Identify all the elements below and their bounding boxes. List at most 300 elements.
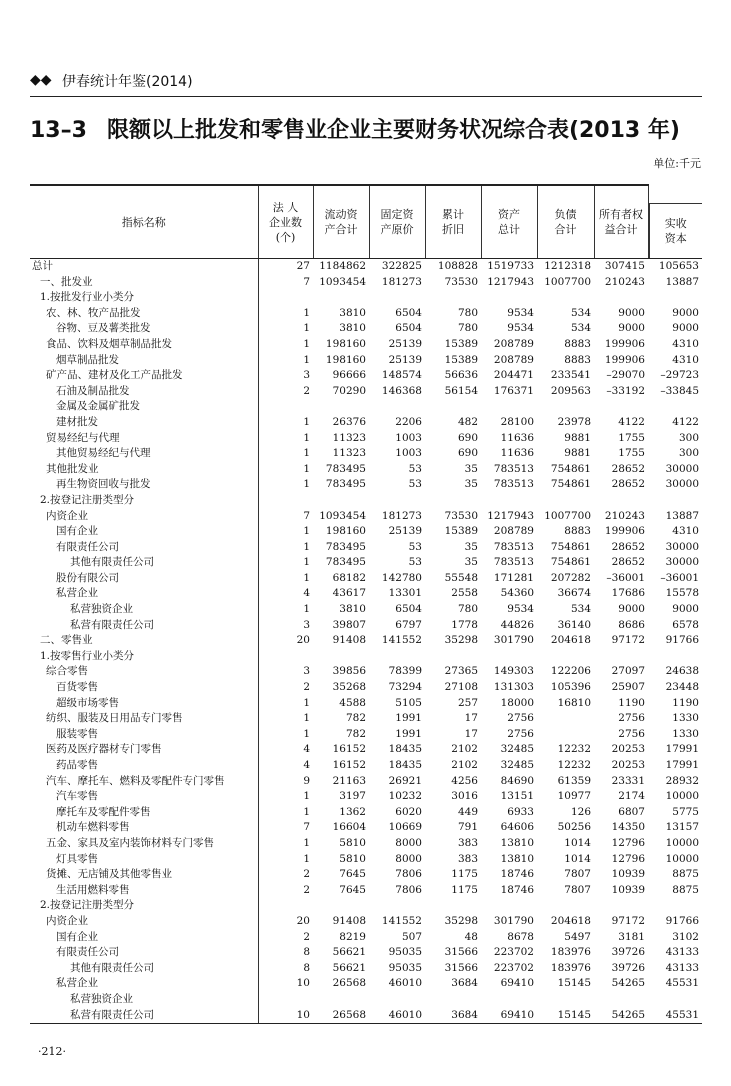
cell-value <box>594 898 648 914</box>
cell-value: 2206 <box>395 415 422 428</box>
row-label: 石油及制品批发 <box>30 384 258 400</box>
cell-value <box>481 399 537 415</box>
table-row <box>30 898 702 914</box>
cell-value: 8 <box>303 961 310 974</box>
cell-value <box>313 493 369 509</box>
cell-value: 12232 <box>557 743 591 756</box>
row-label: 私营独资企业 <box>30 992 258 1008</box>
cell-value: 10 <box>296 977 310 990</box>
column-header-label: 累计 折旧 <box>442 208 464 236</box>
cell-value: 1330 <box>672 712 699 725</box>
cell-value: 4588 <box>339 696 366 709</box>
cell-value: 30000 <box>665 462 699 475</box>
cell-value: 6933 <box>507 805 534 818</box>
cell-value: 43133 <box>665 946 699 959</box>
cell-value: 6504 <box>395 306 422 319</box>
table-row <box>30 727 702 743</box>
cell-value: 23978 <box>557 415 591 428</box>
cell-value: 108828 <box>437 260 478 272</box>
cell-value <box>313 649 369 665</box>
table-title <box>30 113 710 144</box>
cell-value: 23331 <box>611 774 645 787</box>
row-label: 五金、家具及室内装饰材料专门零售 <box>30 836 258 852</box>
cell-value: 3810 <box>339 322 366 335</box>
table-row <box>30 446 702 462</box>
cell-value: 507 <box>401 930 422 943</box>
cell-value: 39726 <box>611 961 645 974</box>
cell-value: 257 <box>457 696 478 709</box>
unit-label: 单位:千元 <box>653 157 701 170</box>
cell-value: 10000 <box>665 852 699 865</box>
cell-value <box>258 992 313 1008</box>
cell-value: 3810 <box>339 603 366 616</box>
cell-value: 1 <box>303 852 310 865</box>
cell-value: 4310 <box>672 525 699 538</box>
cell-value <box>369 290 425 306</box>
cell-value: 3016 <box>451 790 478 803</box>
cell-value: 1190 <box>672 696 699 709</box>
cell-value: –36001 <box>660 571 699 584</box>
cell-value: 23448 <box>665 681 699 694</box>
cell-value: 45531 <box>648 1008 702 1024</box>
table-row <box>30 711 702 727</box>
table-row <box>30 306 702 322</box>
row-label: 内资企业 <box>30 914 258 930</box>
cell-value: 3684 <box>425 1008 481 1024</box>
cell-value <box>537 898 594 914</box>
cell-value: 39856 <box>332 665 366 678</box>
table-row <box>30 509 702 525</box>
row-label: 建材批发 <box>30 415 258 431</box>
table-row <box>30 493 702 509</box>
cell-value: 8883 <box>564 353 591 366</box>
row-label: 食品、饮料及烟草制品批发 <box>30 337 258 353</box>
cell-value: 783513 <box>493 478 534 491</box>
cell-value: 35 <box>464 540 478 553</box>
cell-value <box>594 649 648 665</box>
cell-value: –36001 <box>606 571 645 584</box>
cell-value: 35 <box>464 556 478 569</box>
running-header <box>30 70 702 97</box>
cell-value: 46010 <box>369 1008 425 1024</box>
cell-value <box>537 727 594 743</box>
row-label: 农、林、牧产品批发 <box>30 306 258 322</box>
column-header <box>648 185 702 259</box>
cell-value: 28652 <box>611 540 645 553</box>
cell-value: 12796 <box>611 852 645 865</box>
cell-value: 17991 <box>665 759 699 771</box>
cell-value: 46010 <box>388 977 422 990</box>
cell-value: 7806 <box>395 868 422 881</box>
cell-value: 1190 <box>618 696 645 709</box>
cell-value: 36140 <box>557 618 591 631</box>
cell-value: 50256 <box>557 821 591 834</box>
cell-value: 181273 <box>381 275 422 288</box>
cell-value: 383 <box>457 836 478 849</box>
cell-value: 10977 <box>557 790 591 803</box>
cell-value <box>537 290 594 306</box>
cell-value: 449 <box>457 805 478 818</box>
cell-value: 18000 <box>500 696 534 709</box>
cell-value: 198160 <box>325 353 366 366</box>
cell-value <box>648 992 702 1008</box>
cell-value: 307415 <box>604 260 645 272</box>
column-header-label: 固定资 产原价 <box>380 208 414 236</box>
cell-value: 10232 <box>388 790 422 803</box>
cell-value: 73530 <box>444 509 478 522</box>
cell-value: 14350 <box>611 821 645 834</box>
cell-value: 7806 <box>395 883 422 896</box>
cell-value <box>648 898 702 914</box>
cell-value <box>594 992 648 1008</box>
cell-value: 783495 <box>325 462 366 475</box>
cell-value: 1175 <box>451 868 478 881</box>
table-row <box>30 399 702 415</box>
cell-value: 20 <box>296 914 310 927</box>
table-row <box>30 384 702 400</box>
table-row <box>30 976 702 992</box>
cell-value: 36674 <box>557 587 591 600</box>
cell-value: 44826 <box>500 618 534 631</box>
cell-value: 534 <box>570 306 591 319</box>
table-row <box>30 431 702 447</box>
row-label: 贸易经纪与代理 <box>30 431 258 447</box>
cell-value: 48 <box>464 930 478 943</box>
cell-value: 8686 <box>618 618 645 631</box>
cell-value: 1184862 <box>319 260 366 272</box>
cell-value: 780 <box>457 306 478 319</box>
table-row <box>30 353 702 369</box>
cell-value: 2756 <box>618 712 645 725</box>
table-row <box>30 290 702 306</box>
cell-value: 1175 <box>451 883 478 896</box>
cell-value: 1 <box>303 447 310 460</box>
row-label: 一、批发业 <box>30 275 258 291</box>
cell-value: 35298 <box>444 634 478 647</box>
cell-value: 28652 <box>611 478 645 491</box>
cell-value: 2102 <box>451 759 478 771</box>
cell-value: 30000 <box>665 556 699 569</box>
cell-value: 17 <box>464 727 478 740</box>
cell-value: 4310 <box>672 337 699 350</box>
cell-value: 783495 <box>325 478 366 491</box>
cell-value: 7807 <box>564 868 591 881</box>
book-title: 伊春统计年鉴(2014) <box>62 74 193 90</box>
row-label: 汽车零售 <box>30 789 258 805</box>
cell-value: 43617 <box>332 587 366 600</box>
cell-value: 20253 <box>611 743 645 756</box>
cell-value: 1362 <box>339 805 366 818</box>
cell-value: 56621 <box>332 946 366 959</box>
cell-value: 64606 <box>500 821 534 834</box>
cell-value: 35298 <box>444 914 478 927</box>
cell-value: 1093454 <box>319 275 366 288</box>
cell-value: 126 <box>570 805 591 818</box>
row-label: 货摊、无店铺及其他零售业 <box>30 867 258 883</box>
cell-value: 208789 <box>493 353 534 366</box>
cell-value: 26921 <box>388 774 422 787</box>
cell-value: 4 <box>303 759 310 771</box>
cell-value: 1 <box>303 805 310 818</box>
cell-value: 27365 <box>444 665 478 678</box>
cell-value: 5810 <box>339 852 366 865</box>
cell-value: 3684 <box>451 977 478 990</box>
column-header-label: 所有者权 益合计 <box>599 208 643 236</box>
cell-value <box>537 711 594 727</box>
cell-value <box>258 290 313 306</box>
row-label: 1.按批发行业小类分 <box>30 290 258 306</box>
table-row <box>30 477 702 493</box>
cell-value: 9534 <box>507 306 534 319</box>
row-label: 服装零售 <box>30 727 258 743</box>
column-header-label: 负债 合计 <box>554 208 577 236</box>
cell-value: –29723 <box>660 369 699 382</box>
cell-value: 31566 <box>444 946 478 959</box>
cell-value: 56636 <box>444 369 478 382</box>
row-label: 生活用燃料零售 <box>30 883 258 899</box>
cell-value: 84690 <box>500 774 534 787</box>
cell-value: 1330 <box>672 727 699 740</box>
cell-value: 204471 <box>493 369 534 382</box>
cell-value: 1778 <box>451 618 478 631</box>
cell-value <box>313 290 369 306</box>
table-row <box>30 540 702 556</box>
cell-value: 16604 <box>332 821 366 834</box>
cell-value: 6578 <box>672 618 699 631</box>
table-title-text: 限额以上批发和零售业企业主要财务状况综合表(2013 年) <box>106 118 680 143</box>
cell-value: 482 <box>457 415 478 428</box>
cell-value: 9000 <box>672 306 699 319</box>
cell-value: 1 <box>303 478 310 491</box>
cell-value: 204618 <box>550 634 591 647</box>
cell-value: 73294 <box>388 681 422 694</box>
table-row <box>30 789 702 805</box>
cell-value: 300 <box>678 447 699 460</box>
cell-value: 27 <box>296 260 310 272</box>
row-label: 总计 <box>30 259 258 275</box>
cell-value: 7 <box>303 509 310 522</box>
cell-value <box>481 649 537 665</box>
cell-value: 1 <box>303 571 310 584</box>
cell-value: 204618 <box>550 914 591 927</box>
cell-value: 39726 <box>611 946 645 959</box>
cell-value: 9534 <box>507 603 534 616</box>
row-label: 股份有限公司 <box>30 571 258 587</box>
cell-value: 54265 <box>594 1008 648 1024</box>
cell-value: 27108 <box>444 681 478 694</box>
column-header <box>313 185 369 259</box>
cell-value: 96666 <box>332 369 366 382</box>
cell-value: 181273 <box>381 509 422 522</box>
cell-value: 690 <box>457 431 478 444</box>
table-row <box>30 586 702 602</box>
cell-value <box>313 898 369 914</box>
cell-value: 6504 <box>395 322 422 335</box>
cell-value: 5775 <box>672 805 699 818</box>
cell-value: 9 <box>303 774 310 787</box>
cell-value: 11636 <box>500 431 534 444</box>
cell-value: 2174 <box>618 790 645 803</box>
cell-value: 1212318 <box>544 260 591 272</box>
cell-value: 2558 <box>451 587 478 600</box>
cell-value <box>258 399 313 415</box>
cell-value: 26568 <box>332 977 366 990</box>
cell-value: 146368 <box>381 384 422 397</box>
cell-value: 91766 <box>665 914 699 927</box>
cell-value: 690 <box>457 447 478 460</box>
cell-value <box>369 399 425 415</box>
cell-value: 15578 <box>665 587 699 600</box>
cell-value: 1 <box>303 353 310 366</box>
cell-value: 783513 <box>493 556 534 569</box>
row-label: 其他有限责任公司 <box>30 961 258 977</box>
table-row <box>30 618 702 634</box>
cell-value: 3197 <box>339 790 366 803</box>
table-row <box>30 649 702 665</box>
cell-value: 1 <box>303 790 310 803</box>
cell-value: 1 <box>303 696 310 709</box>
cell-value: 10000 <box>665 790 699 803</box>
cell-value <box>425 290 481 306</box>
cell-value: 1 <box>303 836 310 849</box>
cell-value: 1 <box>303 727 310 740</box>
cell-value: 3181 <box>618 930 645 943</box>
cell-value: 35 <box>464 462 478 475</box>
cell-value: 1519733 <box>487 260 534 272</box>
cell-value: 97172 <box>611 914 645 927</box>
cell-value: 4310 <box>672 353 699 366</box>
row-label: 私营企业 <box>30 586 258 602</box>
cell-value: 754861 <box>550 478 591 491</box>
cell-value: 209563 <box>550 384 591 397</box>
cell-value <box>594 399 648 415</box>
cell-value <box>258 493 313 509</box>
cell-value: 13157 <box>665 821 699 834</box>
cell-value: 21163 <box>332 774 366 787</box>
cell-value: 301790 <box>493 914 534 927</box>
cell-value: 91408 <box>332 914 366 927</box>
cell-value: 1217943 <box>487 509 534 522</box>
cell-value: 95035 <box>388 961 422 974</box>
cell-value <box>537 399 594 415</box>
cell-value: 9000 <box>618 322 645 335</box>
cell-value: 131303 <box>493 681 534 694</box>
cell-value: 2 <box>303 681 310 694</box>
row-label: 内资企业 <box>30 509 258 525</box>
cell-value: 54265 <box>611 977 645 990</box>
cell-value: 4 <box>303 743 310 756</box>
row-label: 谷物、豆及薯类批发 <box>30 321 258 337</box>
cell-value: 15389 <box>444 353 478 366</box>
cell-value: 783495 <box>325 540 366 553</box>
cell-value: 3 <box>303 665 310 678</box>
table-row <box>30 571 702 587</box>
cell-value <box>313 399 369 415</box>
cell-value: 53 <box>408 556 422 569</box>
cell-value: 141552 <box>381 914 422 927</box>
cell-value: 754861 <box>550 540 591 553</box>
cell-value: 4122 <box>672 415 699 428</box>
cell-value: 8883 <box>564 337 591 350</box>
cell-value: 8875 <box>672 868 699 881</box>
cell-value: 10939 <box>611 883 645 896</box>
cell-value: 1991 <box>395 712 422 725</box>
cell-value: 8000 <box>395 852 422 865</box>
cell-value: 11323 <box>332 447 366 460</box>
cell-value: 534 <box>570 322 591 335</box>
table-row <box>30 524 702 540</box>
row-label: 灯具零售 <box>30 852 258 868</box>
table-row <box>30 680 702 696</box>
cell-value: 25139 <box>388 525 422 538</box>
cell-value: 171281 <box>493 571 534 584</box>
table-row <box>30 664 702 680</box>
table-row <box>30 337 702 353</box>
cell-value: 1003 <box>395 447 422 460</box>
cell-value <box>537 493 594 509</box>
cell-value: 11636 <box>500 447 534 460</box>
cell-value: 223702 <box>493 961 534 974</box>
cell-value: 25907 <box>611 681 645 694</box>
row-label: 私营企业 <box>30 976 258 992</box>
cell-value: 223702 <box>493 946 534 959</box>
cell-value: 780 <box>457 603 478 616</box>
cell-value: 783495 <box>325 556 366 569</box>
cell-value: 2 <box>303 930 310 943</box>
column-header-label: 法 人 企业数 (个) <box>269 200 302 244</box>
cell-value: 95035 <box>388 946 422 959</box>
cell-value <box>425 992 481 1008</box>
cell-value: 9000 <box>672 603 699 616</box>
cell-value: 16810 <box>557 696 591 709</box>
column-header-label: 流动资 产合计 <box>324 208 358 236</box>
cell-value: 9881 <box>564 447 591 460</box>
cell-value <box>313 992 369 1008</box>
table-row <box>30 820 702 836</box>
column-header-label: 资产 总计 <box>498 208 520 236</box>
cell-value: 2102 <box>451 743 478 756</box>
cell-value: 15389 <box>444 525 478 538</box>
cell-value: 9534 <box>507 322 534 335</box>
financial-table <box>30 184 702 1024</box>
table-row <box>30 275 702 291</box>
table-row <box>30 321 702 337</box>
column-header <box>594 185 648 259</box>
cell-value <box>258 649 313 665</box>
cell-value: 54360 <box>500 587 534 600</box>
cell-value: 35 <box>464 478 478 491</box>
cell-value: 183976 <box>550 961 591 974</box>
row-label: 摩托车及零配件零售 <box>30 805 258 821</box>
table-row <box>30 805 702 821</box>
cell-value: 1755 <box>618 447 645 460</box>
cell-value: 1 <box>303 431 310 444</box>
cell-value: 7 <box>303 275 310 288</box>
cell-value: 1014 <box>564 852 591 865</box>
row-label: 烟草制品批发 <box>30 353 258 369</box>
cell-value: 208789 <box>493 337 534 350</box>
cell-value: 10939 <box>611 868 645 881</box>
cell-value: 17686 <box>611 587 645 600</box>
cell-value: 91408 <box>332 634 366 647</box>
cell-value: 32485 <box>500 743 534 756</box>
cell-value: 70290 <box>332 384 366 397</box>
row-label: 其他贸易经纪与代理 <box>30 446 258 462</box>
cell-value: 6807 <box>618 805 645 818</box>
cell-value: 1 <box>303 712 310 725</box>
row-label: 超级市场零售 <box>30 696 258 712</box>
table-row <box>30 742 702 758</box>
